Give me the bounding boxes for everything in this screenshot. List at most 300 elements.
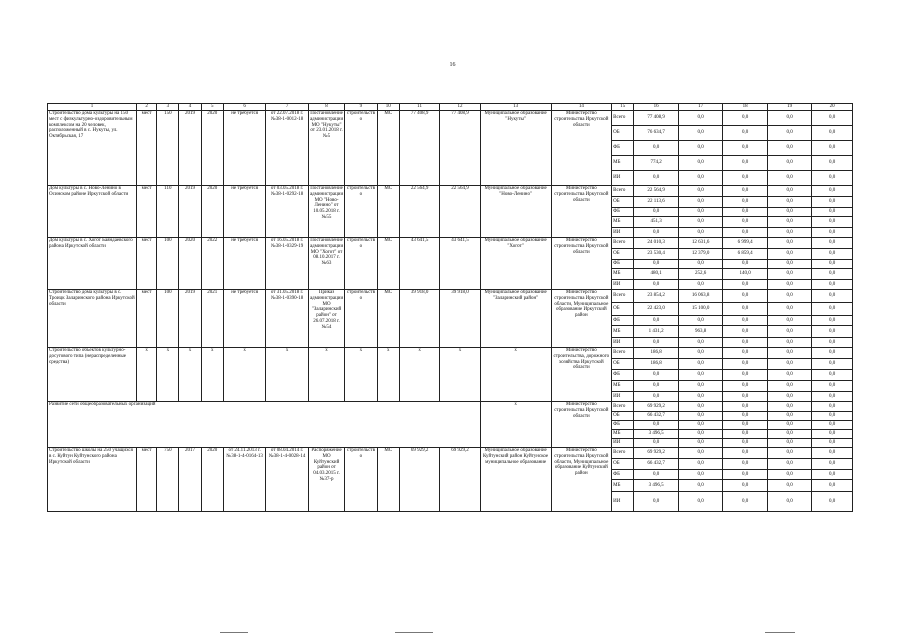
amount-v18: 0,0 [723, 359, 767, 370]
amount-v19: 0,0 [767, 280, 811, 290]
project-col-c9: строительство [345, 186, 377, 238]
scan-mark [220, 632, 248, 635]
project-name: Строительство дома культуры в с. Троицк Заларинского района Иркутской области [48, 290, 137, 348]
amount-v17: 0,0 [678, 459, 722, 470]
project-owner: Муниципальное образование "Ново-Ленино" [480, 186, 551, 238]
amount-v20: 0,0 [812, 217, 853, 228]
amount-v18: 0,0 [723, 392, 767, 402]
amount-v18: 0,0 [723, 470, 767, 480]
amount-v16: 22 113,6 [634, 197, 678, 208]
amount-v19: 0,0 [767, 303, 811, 316]
amount-v20: 0,0 [812, 197, 853, 208]
project-col-c10: МС [377, 111, 399, 186]
funding-source: Всего [612, 348, 634, 359]
project-col-c5: 2022 [201, 238, 223, 290]
amount-v17: 15 100,0 [678, 303, 722, 316]
project-col-c5: x [201, 348, 223, 402]
amount-v16: 0,0 [634, 392, 678, 402]
project-name: Строительство дома культуры на 150 мест с физкультурно-оздоровительным комплексом на 20 человек, расположенный в с. Нукуты, ул. Октябрьская, 17 [48, 111, 137, 186]
column-number-3: 3 [157, 104, 179, 111]
funding-source: МБ [612, 156, 634, 171]
amount-v18: 0,0 [723, 338, 767, 348]
project-col-c7: x [266, 348, 308, 402]
project-col-c12: x [440, 348, 480, 402]
project-col-c8: Распоряжение МО Куйтунский район от 04.03.2015 г. №37-р [308, 448, 344, 512]
amount-v18: 0,0 [723, 228, 767, 238]
amount-v18: 0,0 [723, 197, 767, 208]
project-col-c12: 39 918,0 [440, 290, 480, 348]
project-name: Строительство объектов культурно-досугового типа (нераспределенные средства) [48, 348, 137, 402]
funding-source: ИИ [612, 392, 634, 402]
amount-v16: 0,0 [634, 439, 678, 448]
project-col-c2: x [136, 348, 156, 402]
amount-v17: 0,0 [678, 186, 722, 197]
project-name: Дом культуры в с. Ново-Ленино в Осинском районе Иркутской области [48, 186, 137, 238]
scan-mark [395, 632, 433, 635]
amount-v18: 0,0 [723, 217, 767, 228]
amount-v19: 0,0 [767, 421, 811, 430]
amount-v18: 0,0 [723, 348, 767, 359]
amount-v17: 0,0 [678, 338, 722, 348]
project-col-c2: мест [136, 290, 156, 348]
project-col-c12: 77 408,9 [440, 111, 480, 186]
funding-source: МБ [612, 480, 634, 492]
project-col-c11: 39 918,0 [399, 290, 439, 348]
column-number-6: 6 [223, 104, 265, 111]
amount-v20: 0,0 [812, 280, 853, 290]
amount-v19: 0,0 [767, 217, 811, 228]
page-number: 16 [449, 62, 456, 68]
amount-v16: 1 431,2 [634, 326, 678, 338]
funding-source: ИИ [612, 492, 634, 512]
funding-source: Всего [612, 402, 634, 412]
amount-v17: 0,0 [678, 217, 722, 228]
amount-v19: 0,0 [767, 316, 811, 326]
amount-v20: 0,0 [812, 156, 853, 171]
project-col-c6: не требуется [223, 290, 265, 348]
amount-v18: 0,0 [723, 171, 767, 186]
funding-source: ФБ [612, 421, 634, 430]
amount-v17: 0,0 [678, 348, 722, 359]
amount-v20: 0,0 [812, 316, 853, 326]
amount-v19: 0,0 [767, 111, 811, 126]
project-col-c12: 69 929,2 [440, 448, 480, 512]
amount-v17: 0,0 [678, 392, 722, 402]
amount-v18: 0,0 [723, 480, 767, 492]
amount-v18: 6 859,4 [723, 249, 767, 260]
project-col-c9: строительство [345, 111, 377, 186]
funding-source: МБ [612, 430, 634, 439]
amount-v20: 0,0 [812, 480, 853, 492]
amount-v18: 0,0 [723, 412, 767, 421]
project-col-c6: x [223, 348, 265, 402]
project-col-c3: 110 [157, 186, 179, 238]
project-col-c6: не требуется [223, 111, 265, 186]
amount-v17: 0,0 [678, 228, 722, 238]
project-col-c8: Постановление администрации МО "Нукуты" от 23.01.2018 г. №5 [308, 111, 344, 186]
funding-source: ФБ [612, 470, 634, 480]
project-name: Строительство школы на 250 учащихся в с. Куйтун Куйтунского района Иркутской области [48, 448, 137, 512]
funding-source: ФБ [612, 208, 634, 217]
amount-v20: 0,0 [812, 430, 853, 439]
amount-v20: 0,0 [812, 459, 853, 470]
amount-v20: 0,0 [812, 249, 853, 260]
amount-v19: 0,0 [767, 470, 811, 480]
funding-source: ИИ [612, 338, 634, 348]
amount-v18: 0,0 [723, 208, 767, 217]
project-name: Дом культуры в с. Хогот Баяндаевского района Иркутской области [48, 238, 137, 290]
amount-v18: 0,0 [723, 370, 767, 381]
amount-v20: 0,0 [812, 359, 853, 370]
amount-v19: 0,0 [767, 370, 811, 381]
amount-v16: 0,0 [634, 141, 678, 156]
project-col-c8: x [308, 348, 344, 402]
amount-v19: 0,0 [767, 348, 811, 359]
responsible-ministry: Министерство строительства Иркутской области, Муниципальное образование Куйтунский район [551, 448, 612, 512]
funding-source: Всего [612, 186, 634, 197]
column-number-12: 12 [440, 104, 480, 111]
funding-source: Всего [612, 111, 634, 126]
amount-v16: 0,0 [634, 492, 678, 512]
funding-source: МБ [612, 381, 634, 392]
project-col-c6: от 24.11.2013 г. №38-1-4-0164-13 [223, 448, 265, 512]
project-owner: Муниципальное образование "Нукуты" [480, 111, 551, 186]
amount-v17: 0,0 [678, 492, 722, 512]
amount-v19: 0,0 [767, 260, 811, 269]
column-number-19: 19 [767, 104, 811, 111]
project-col-c10: МС [377, 448, 399, 512]
responsible-ministry: Министерство строительства, дорожного хозяйства Иркутской области [551, 348, 612, 402]
funding-source: ОБ [612, 303, 634, 316]
amount-v20: 0,0 [812, 392, 853, 402]
amount-v19: 0,0 [767, 141, 811, 156]
project-col-c2: мест [136, 238, 156, 290]
section-title: Развитие сети общеобразовательных организаций [48, 402, 481, 448]
project-col-c4: 2020 [179, 238, 201, 290]
column-number-18: 18 [723, 104, 767, 111]
project-col-c6: не требуется [223, 238, 265, 290]
amount-v17: 0,0 [678, 421, 722, 430]
amount-v16: 0,0 [634, 421, 678, 430]
amount-v17: 12 379,0 [678, 249, 722, 260]
project-col-c5: 2020 [201, 448, 223, 512]
project-owner: x [480, 348, 551, 402]
column-number-7: 7 [266, 104, 308, 111]
amount-v18: 0,0 [723, 260, 767, 269]
project-col-c9: строительство [345, 238, 377, 290]
project-col-c11: 43 641,5 [399, 238, 439, 290]
amount-v20: 0,0 [812, 370, 853, 381]
column-number-10: 10 [377, 104, 399, 111]
amount-v18: 0,0 [723, 111, 767, 126]
amount-v20: 0,0 [812, 141, 853, 156]
amount-v16: 774,2 [634, 156, 678, 171]
project-col-c7: от 08.04.2014 г. №38-1-4-0028-14 [266, 448, 308, 512]
project-col-c4: x [179, 348, 201, 402]
amount-v18: 0,0 [723, 402, 767, 412]
amount-v19: 0,0 [767, 156, 811, 171]
funding-source: ИИ [612, 228, 634, 238]
amount-v20: 0,0 [812, 238, 853, 249]
amount-v16: 23 854,2 [634, 290, 678, 303]
amount-v17: 0,0 [678, 316, 722, 326]
project-col-c11: 77 408,9 [399, 111, 439, 186]
column-number-9: 9 [345, 104, 377, 111]
project-col-c11: x [399, 348, 439, 402]
project-col-c12: 22 564,9 [440, 186, 480, 238]
funding-source: МБ [612, 269, 634, 280]
project-owner: Муниципальное образование "Заларинский район" [480, 290, 551, 348]
project-col-c3: 150 [157, 111, 179, 186]
project-col-c10: МС [377, 290, 399, 348]
amount-v20: 0,0 [812, 186, 853, 197]
amount-v17: 0,0 [678, 370, 722, 381]
project-col-c2: мест [136, 186, 156, 238]
amount-v19: 0,0 [767, 492, 811, 512]
amount-v19: 0,0 [767, 359, 811, 370]
funding-source: ОБ [612, 459, 634, 470]
project-row [48, 111, 853, 126]
amount-v16: 3 496,5 [634, 430, 678, 439]
funding-source: ОБ [612, 249, 634, 260]
amount-v18: 0,0 [723, 303, 767, 316]
amount-v19: 0,0 [767, 238, 811, 249]
amount-v17: 252,6 [678, 269, 722, 280]
amount-v20: 0,0 [812, 126, 853, 141]
amount-v16: 77 408,9 [634, 111, 678, 126]
amount-v18: 0,0 [723, 156, 767, 171]
project-col-c3: 100 [157, 290, 179, 348]
amount-v17: 0,0 [678, 439, 722, 448]
project-col-c8: Приказ администрации МО "Заларинский район" от 26.07.2018 г. №54 [308, 290, 344, 348]
project-col-c5: 2020 [201, 111, 223, 186]
amount-v16: 69 929,2 [634, 448, 678, 459]
amount-v19: 0,0 [767, 430, 811, 439]
project-col-c3: 100 [157, 238, 179, 290]
amount-v18: 0,0 [723, 126, 767, 141]
amount-v16: 22 423,0 [634, 303, 678, 316]
amount-v20: 0,0 [812, 111, 853, 126]
column-number-15: 15 [612, 104, 634, 111]
amount-v19: 0,0 [767, 381, 811, 392]
amount-v20: 0,0 [812, 348, 853, 359]
amount-v20: 0,0 [812, 269, 853, 280]
amount-v19: 0,0 [767, 269, 811, 280]
project-row [48, 238, 853, 249]
amount-v17: 16 063,8 [678, 290, 722, 303]
amount-v16: 23 530,4 [634, 249, 678, 260]
project-col-c4: 2019 [179, 111, 201, 186]
amount-v17: 0,0 [678, 141, 722, 156]
amount-v20: 0,0 [812, 260, 853, 269]
amount-v19: 0,0 [767, 459, 811, 470]
column-number-16: 16 [634, 104, 678, 111]
funding-source: Всего [612, 448, 634, 459]
amount-v17: 0,0 [678, 156, 722, 171]
amount-v19: 0,0 [767, 392, 811, 402]
project-col-c7: от 03.05.2018 г. №38-1-0292-18 [266, 186, 308, 238]
amount-v16: 186,8 [634, 359, 678, 370]
amount-v16: 0,0 [634, 316, 678, 326]
amount-v20: 0,0 [812, 448, 853, 459]
amount-v18: 0,0 [723, 280, 767, 290]
project-col-c7: от 31.05.2018 г. №38-1-0390-18 [266, 290, 308, 348]
amount-v16: 0,0 [634, 260, 678, 269]
amount-v16: 0,0 [634, 370, 678, 381]
funding-source: ФБ [612, 260, 634, 269]
project-col-c3: 750 [157, 448, 179, 512]
amount-v18: 0,0 [723, 186, 767, 197]
amount-v16: 76 634,7 [634, 126, 678, 141]
amount-v19: 0,0 [767, 439, 811, 448]
amount-v17: 0,0 [678, 280, 722, 290]
column-number-20: 20 [812, 104, 853, 111]
amount-v17: 0,0 [678, 448, 722, 459]
amount-v19: 0,0 [767, 402, 811, 412]
responsible-ministry: Министерство строительства Иркутской области [551, 238, 612, 290]
project-owner: Муниципальное образование "Хогот" [480, 238, 551, 290]
amount-v18: 0,0 [723, 492, 767, 512]
amount-v17: 0,0 [678, 470, 722, 480]
amount-v16: 24 010,3 [634, 238, 678, 249]
amount-v16: 0,0 [634, 381, 678, 392]
amount-v17: 963,8 [678, 326, 722, 338]
amount-v16: 0,0 [634, 280, 678, 290]
funding-source: ОБ [612, 412, 634, 421]
amount-v20: 0,0 [812, 492, 853, 512]
project-col-c6: не требуется [223, 186, 265, 238]
project-col-c9: строительство [345, 290, 377, 348]
amount-v20: 0,0 [812, 326, 853, 338]
funding-source: ФБ [612, 316, 634, 326]
funding-source: ИИ [612, 439, 634, 448]
amount-v17: 0,0 [678, 359, 722, 370]
table-body [48, 104, 853, 512]
amount-v19: 0,0 [767, 448, 811, 459]
amount-v16: 0,0 [634, 171, 678, 186]
funding-source: МБ [612, 217, 634, 228]
amount-v16: 66 432,7 [634, 412, 678, 421]
project-row [48, 348, 853, 359]
amount-v20: 0,0 [812, 421, 853, 430]
project-row [48, 186, 853, 197]
funding-source: МБ [612, 326, 634, 338]
amount-v19: 0,0 [767, 186, 811, 197]
amount-v18: 0,0 [723, 326, 767, 338]
amount-v17: 0,0 [678, 480, 722, 492]
amount-v17: 12 631,6 [678, 238, 722, 249]
amount-v16: 480,1 [634, 269, 678, 280]
amount-v18: 0,0 [723, 421, 767, 430]
project-col-c11: 22 564,9 [399, 186, 439, 238]
funding-source: ИИ [612, 171, 634, 186]
amount-v20: 0,0 [812, 470, 853, 480]
project-col-c8: Постановление администрации МО "Ново-Ленино" от 10.05.2018 г. №55 [308, 186, 344, 238]
project-col-c9: x [345, 348, 377, 402]
project-col-c10: МС [377, 186, 399, 238]
amount-v20: 0,0 [812, 303, 853, 316]
amount-v16: 22 564,9 [634, 186, 678, 197]
project-col-c9: строительство [345, 448, 377, 512]
column-number-11: 11 [399, 104, 439, 111]
responsible-ministry: Министерство строительства Иркутской области [551, 186, 612, 238]
project-col-c3: x [157, 348, 179, 402]
amount-v18: 0,0 [723, 316, 767, 326]
amount-v18: 140,0 [723, 269, 767, 280]
column-number-17: 17 [678, 104, 722, 111]
amount-v17: 0,0 [678, 412, 722, 421]
responsible-ministry: Министерство строительства Иркутской области, Муниципальное образование Иркутский район [551, 290, 612, 348]
amount-v19: 0,0 [767, 412, 811, 421]
scan-mark [765, 632, 795, 635]
program-table [47, 103, 853, 512]
amount-v18: 0,0 [723, 430, 767, 439]
amount-v17: 0,0 [678, 260, 722, 269]
amount-v16: 0,0 [634, 228, 678, 238]
amount-v17: 0,0 [678, 381, 722, 392]
responsible-ministry: Министерство строительства Иркутской области [551, 111, 612, 186]
amount-v18: 0,0 [723, 459, 767, 470]
amount-v18: 0,0 [723, 439, 767, 448]
funding-source: ФБ [612, 141, 634, 156]
amount-v16: 0,0 [634, 208, 678, 217]
amount-v18: 0,0 [723, 448, 767, 459]
amount-v19: 0,0 [767, 208, 811, 217]
funding-source: ФБ [612, 370, 634, 381]
project-row [48, 448, 853, 459]
funding-source: ИИ [612, 280, 634, 290]
project-col-c8: Постановление администрации МО "Хогот" от 08.10.2017 г. №63 [308, 238, 344, 290]
project-col-c10: МС [377, 238, 399, 290]
amount-v17: 0,0 [678, 402, 722, 412]
project-owner: Муниципальное образование Куйтунский район Куйтунское муниципальное образование [480, 448, 551, 512]
amount-v18: 0,0 [723, 141, 767, 156]
amount-v19: 0,0 [767, 290, 811, 303]
amount-v19: 0,0 [767, 126, 811, 141]
amount-v20: 0,0 [812, 412, 853, 421]
section-ministry: Министерство строительства Иркутской области [551, 402, 612, 448]
amount-v16: 69 929,2 [634, 402, 678, 412]
amount-v20: 0,0 [812, 381, 853, 392]
project-col-c4: 2017 [179, 448, 201, 512]
amount-v19: 0,0 [767, 480, 811, 492]
project-col-c2: мест [136, 448, 156, 512]
amount-v18: 0,0 [723, 381, 767, 392]
project-col-c10: x [377, 348, 399, 402]
amount-v16: 186,8 [634, 348, 678, 359]
section-row [48, 402, 853, 412]
amount-v19: 0,0 [767, 228, 811, 238]
project-col-c5: 2020 [201, 186, 223, 238]
funding-source: Всего [612, 238, 634, 249]
amount-v20: 0,0 [812, 208, 853, 217]
amount-v17: 0,0 [678, 111, 722, 126]
amount-v17: 0,0 [678, 197, 722, 208]
amount-v16: 0,0 [634, 338, 678, 348]
project-col-c5: 2021 [201, 290, 223, 348]
amount-v18: 6 999,4 [723, 238, 767, 249]
amount-v19: 0,0 [767, 326, 811, 338]
amount-v17: 0,0 [678, 171, 722, 186]
funding-source: ОБ [612, 359, 634, 370]
project-row [48, 290, 853, 303]
column-number-1: 1 [48, 104, 137, 111]
column-number-5: 5 [201, 104, 223, 111]
amount-v19: 0,0 [767, 197, 811, 208]
column-number-row [48, 104, 853, 111]
funding-source: ОБ [612, 126, 634, 141]
amount-v19: 0,0 [767, 171, 811, 186]
